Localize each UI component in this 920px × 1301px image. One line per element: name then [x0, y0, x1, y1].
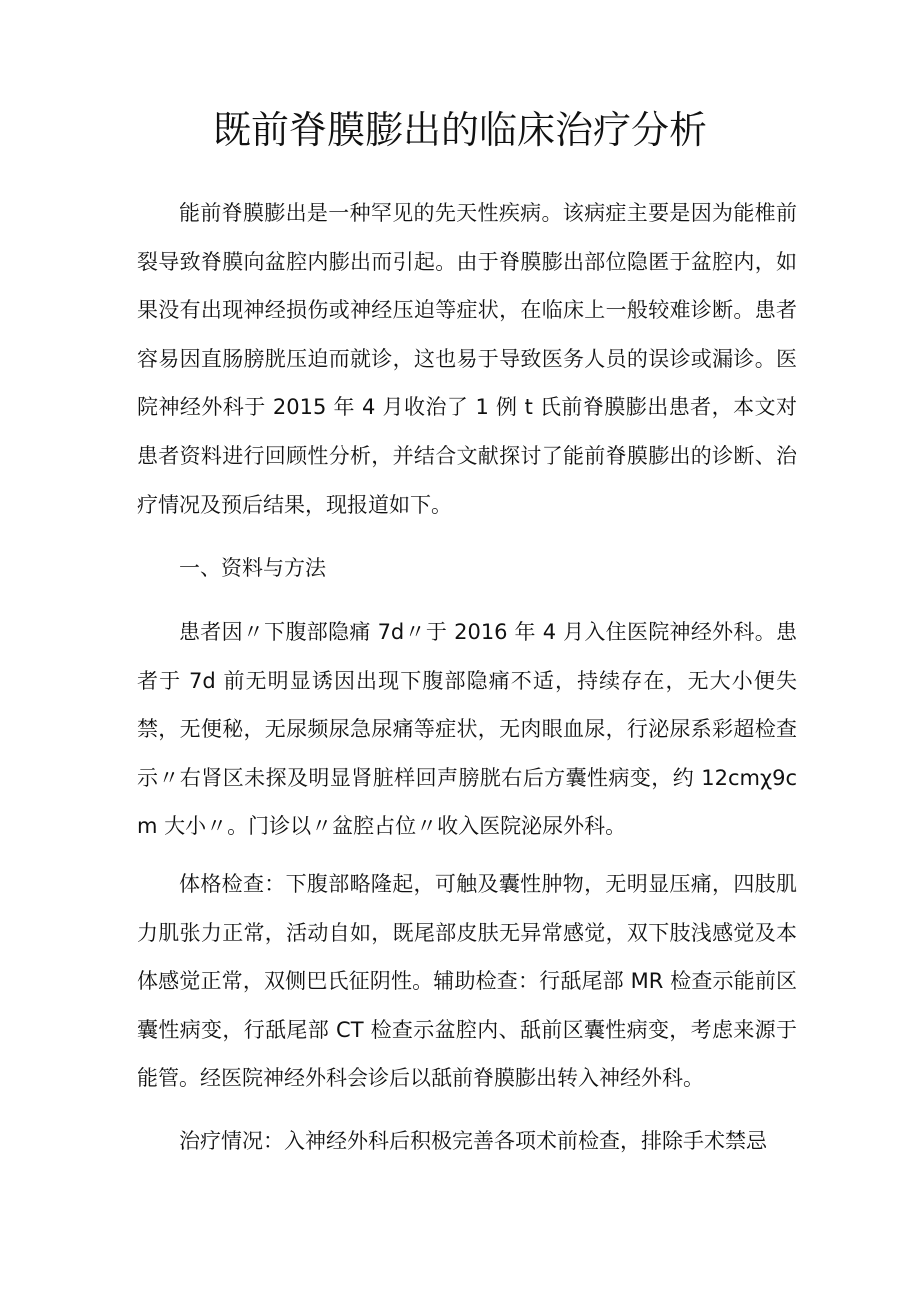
- document-title: 既前脊膜膨出的临床治疗分析: [212, 108, 707, 152]
- paragraph-intro-block: [137, 189, 797, 529]
- paragraph-treatment: 治疗情况：入神经外科后积极完善各项术前检查，排除手术禁忌: [179, 1129, 767, 1153]
- paragraph-exam-block: [137, 860, 797, 1103]
- paragraph-case-block: [137, 608, 797, 851]
- paragraph-case-history: 患者因〃下腹部隐痛 7d〃于 2016 年 4 月入住医院神经外科。患者于 7d 前无明显诱因出现下腹部隐痛不适，持续存在，无大小便失禁，无便秘，无尿频尿急尿痛等症状，无肉眼血尿，行泌尿系彩超检查示〃右肾区未探及明显肾脏样回声膀胱右后方囊性病变，约 12cmχ9cm 大小〃。门诊以〃盆腔占位〃收入医院泌尿外科。: [137, 620, 797, 839]
- paragraph-treatment-block: [137, 1117, 797, 1166]
- section-heading-block: [137, 544, 797, 593]
- paragraph-intro: 能前脊膜膨出是一种罕见的先天性疾病。该病症主要是因为能椎前裂导致脊膜向盆腔内膨出而引起。由于脊膜膨出部位隐匿于盆腔内，如果没有出现神经损伤或神经压迫等症状，在临床上一般较难诊断。患者容易因直肠膀胱压迫而就诊，这也易于导致医务人员的误诊或漏诊。医院神经外科于 2015 年 4 月收治了 1 例 t 氏前脊膜膨出患者，本文对患者资料进行回顾性分析，并结合文献探讨了能前脊膜膨出的诊断、治疗情况及预后结果，现报道如下。: [137, 201, 797, 517]
- paragraph-physical-exam: 体格检查：下腹部略隆起，可触及囊性肿物，无明显压痛，四肢肌力肌张力正常，活动自如，既尾部皮肤无异常感觉，双下肢浅感觉及本体感觉正常，双侧巴氏征阴性。辅助检查：行舐尾部 MR 检查示能前区囊性病变，行舐尾部 CT 检查示盆腔内、舐前区囊性病变，考虑来源于能管。经医院神经外科会诊后以舐前脊膜膨出转入神经外科。: [137, 872, 797, 1091]
- section-heading-materials-methods: 一、资料与方法: [179, 556, 326, 580]
